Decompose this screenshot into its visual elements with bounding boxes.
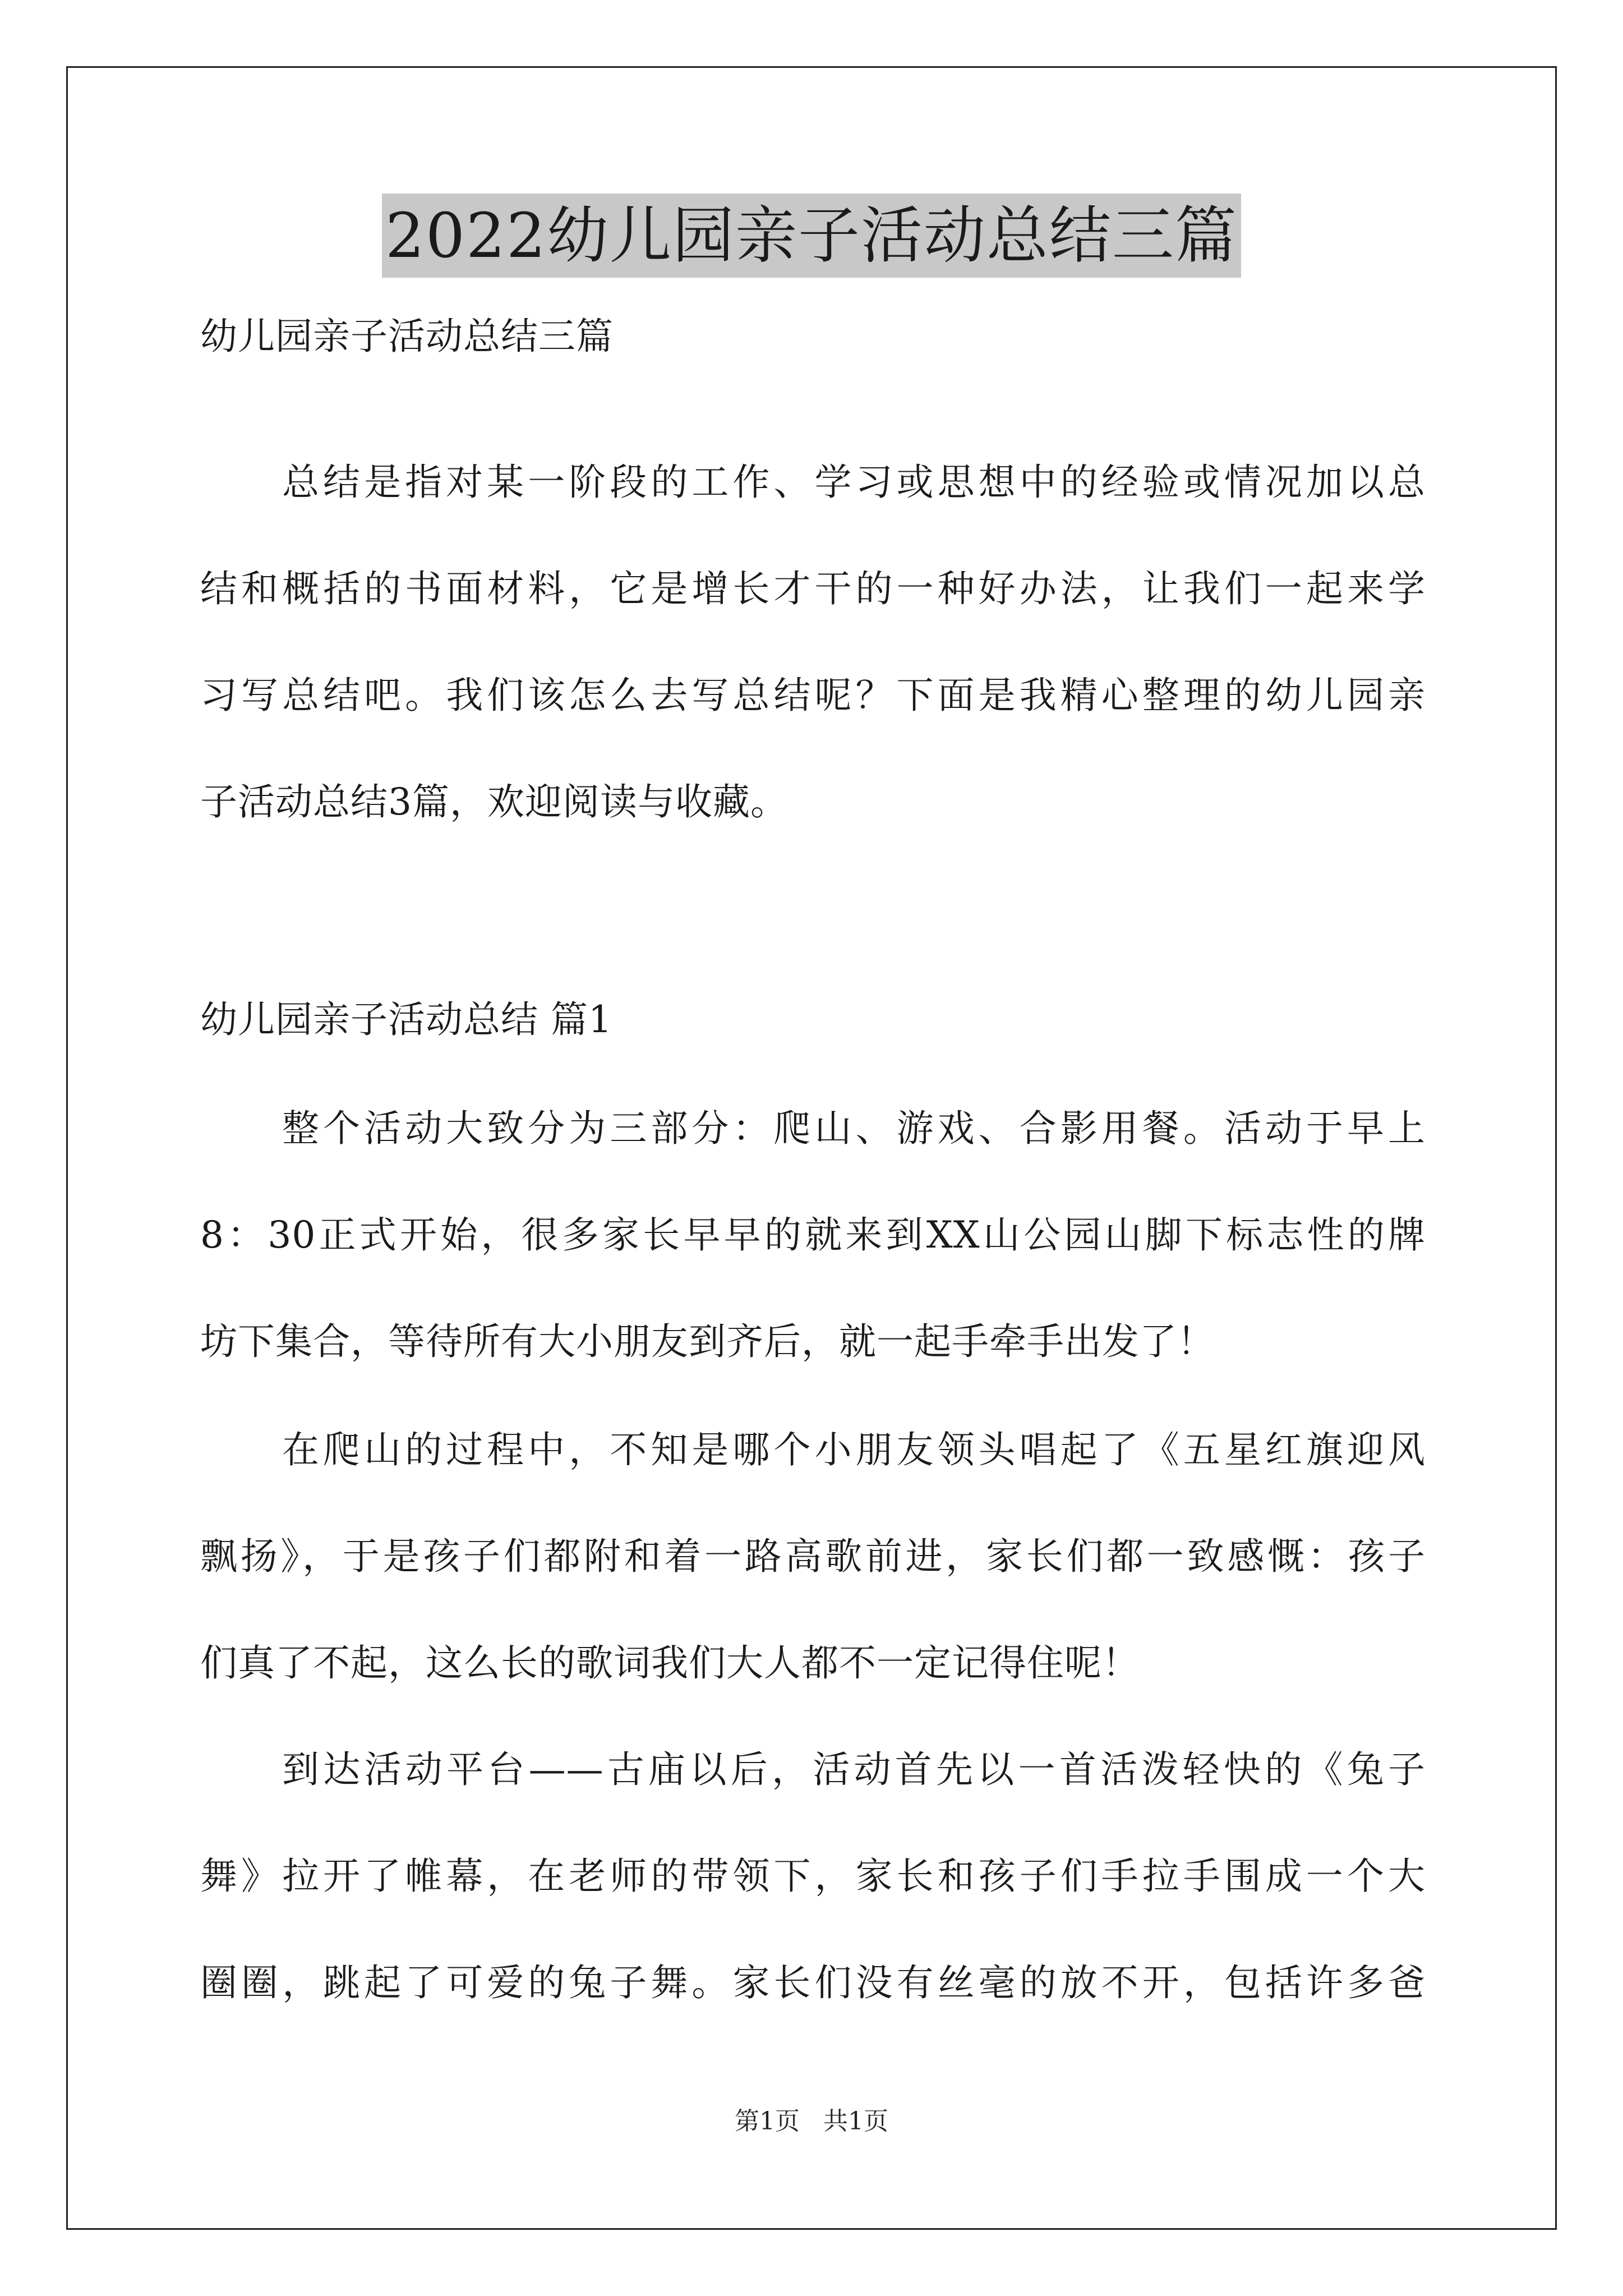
document-title: 2022幼儿园亲子活动总结三篇	[382, 194, 1241, 278]
intro-line-2: 结和概括的书面材料，它是增长才干的一种好办法，让我们一起来学	[200, 567, 1426, 610]
paragraph2-line-1: 在爬山的过程中，不知是哪个小朋友领头唱起了《五星红旗迎风	[282, 1428, 1426, 1471]
section-heading: 幼儿园亲子活动总结 篇1	[200, 998, 612, 1041]
paragraph1-line-1: 整个活动大致分为三部分：爬山、游戏、合影用餐。活动于早上	[282, 1107, 1426, 1150]
paragraph1-line-2: 8：30正式开始，很多家长早早的就来到XX山公园山脚下标志性的牌	[200, 1213, 1426, 1257]
title-container	[0, 194, 1623, 278]
paragraph3-line-3: 圈圈，跳起了可爱的兔子舞。家长们没有丝毫的放不开，包括许多爸	[200, 1961, 1426, 2004]
paragraph3-line-1: 到达活动平台——古庙以后，活动首先以一首活泼轻快的《兔子	[282, 1748, 1426, 1791]
paragraph2-line-2: 飘扬》，于是孩子们都附和着一路高歌前进，家长们都一致感慨：孩子	[200, 1535, 1426, 1578]
paragraph3-line-2: 舞》拉开了帷幕，在老师的带领下，家长和孩子们手拉手围成一个大	[200, 1855, 1426, 1898]
intro-line-1: 总结是指对某一阶段的工作、学习或思想中的经验或情况加以总	[282, 461, 1426, 504]
paragraph1-line-3: 坊下集合，等待所有大小朋友到齐后，就一起手牵手出发了！	[200, 1320, 1215, 1363]
intro-line-4: 子活动总结3篇，欢迎阅读与收藏。	[200, 780, 788, 823]
paragraph2-line-3: 们真了不起，这么长的歌词我们大人都不一定记得住呢！	[200, 1641, 1140, 1685]
intro-line-3: 习写总结吧。我们该怎么去写总结呢？下面是我精心整理的幼儿园亲	[200, 674, 1426, 717]
page-footer: 第1页 共1页	[735, 2107, 888, 2136]
document-subtitle: 幼儿园亲子活动总结三篇	[200, 315, 614, 358]
